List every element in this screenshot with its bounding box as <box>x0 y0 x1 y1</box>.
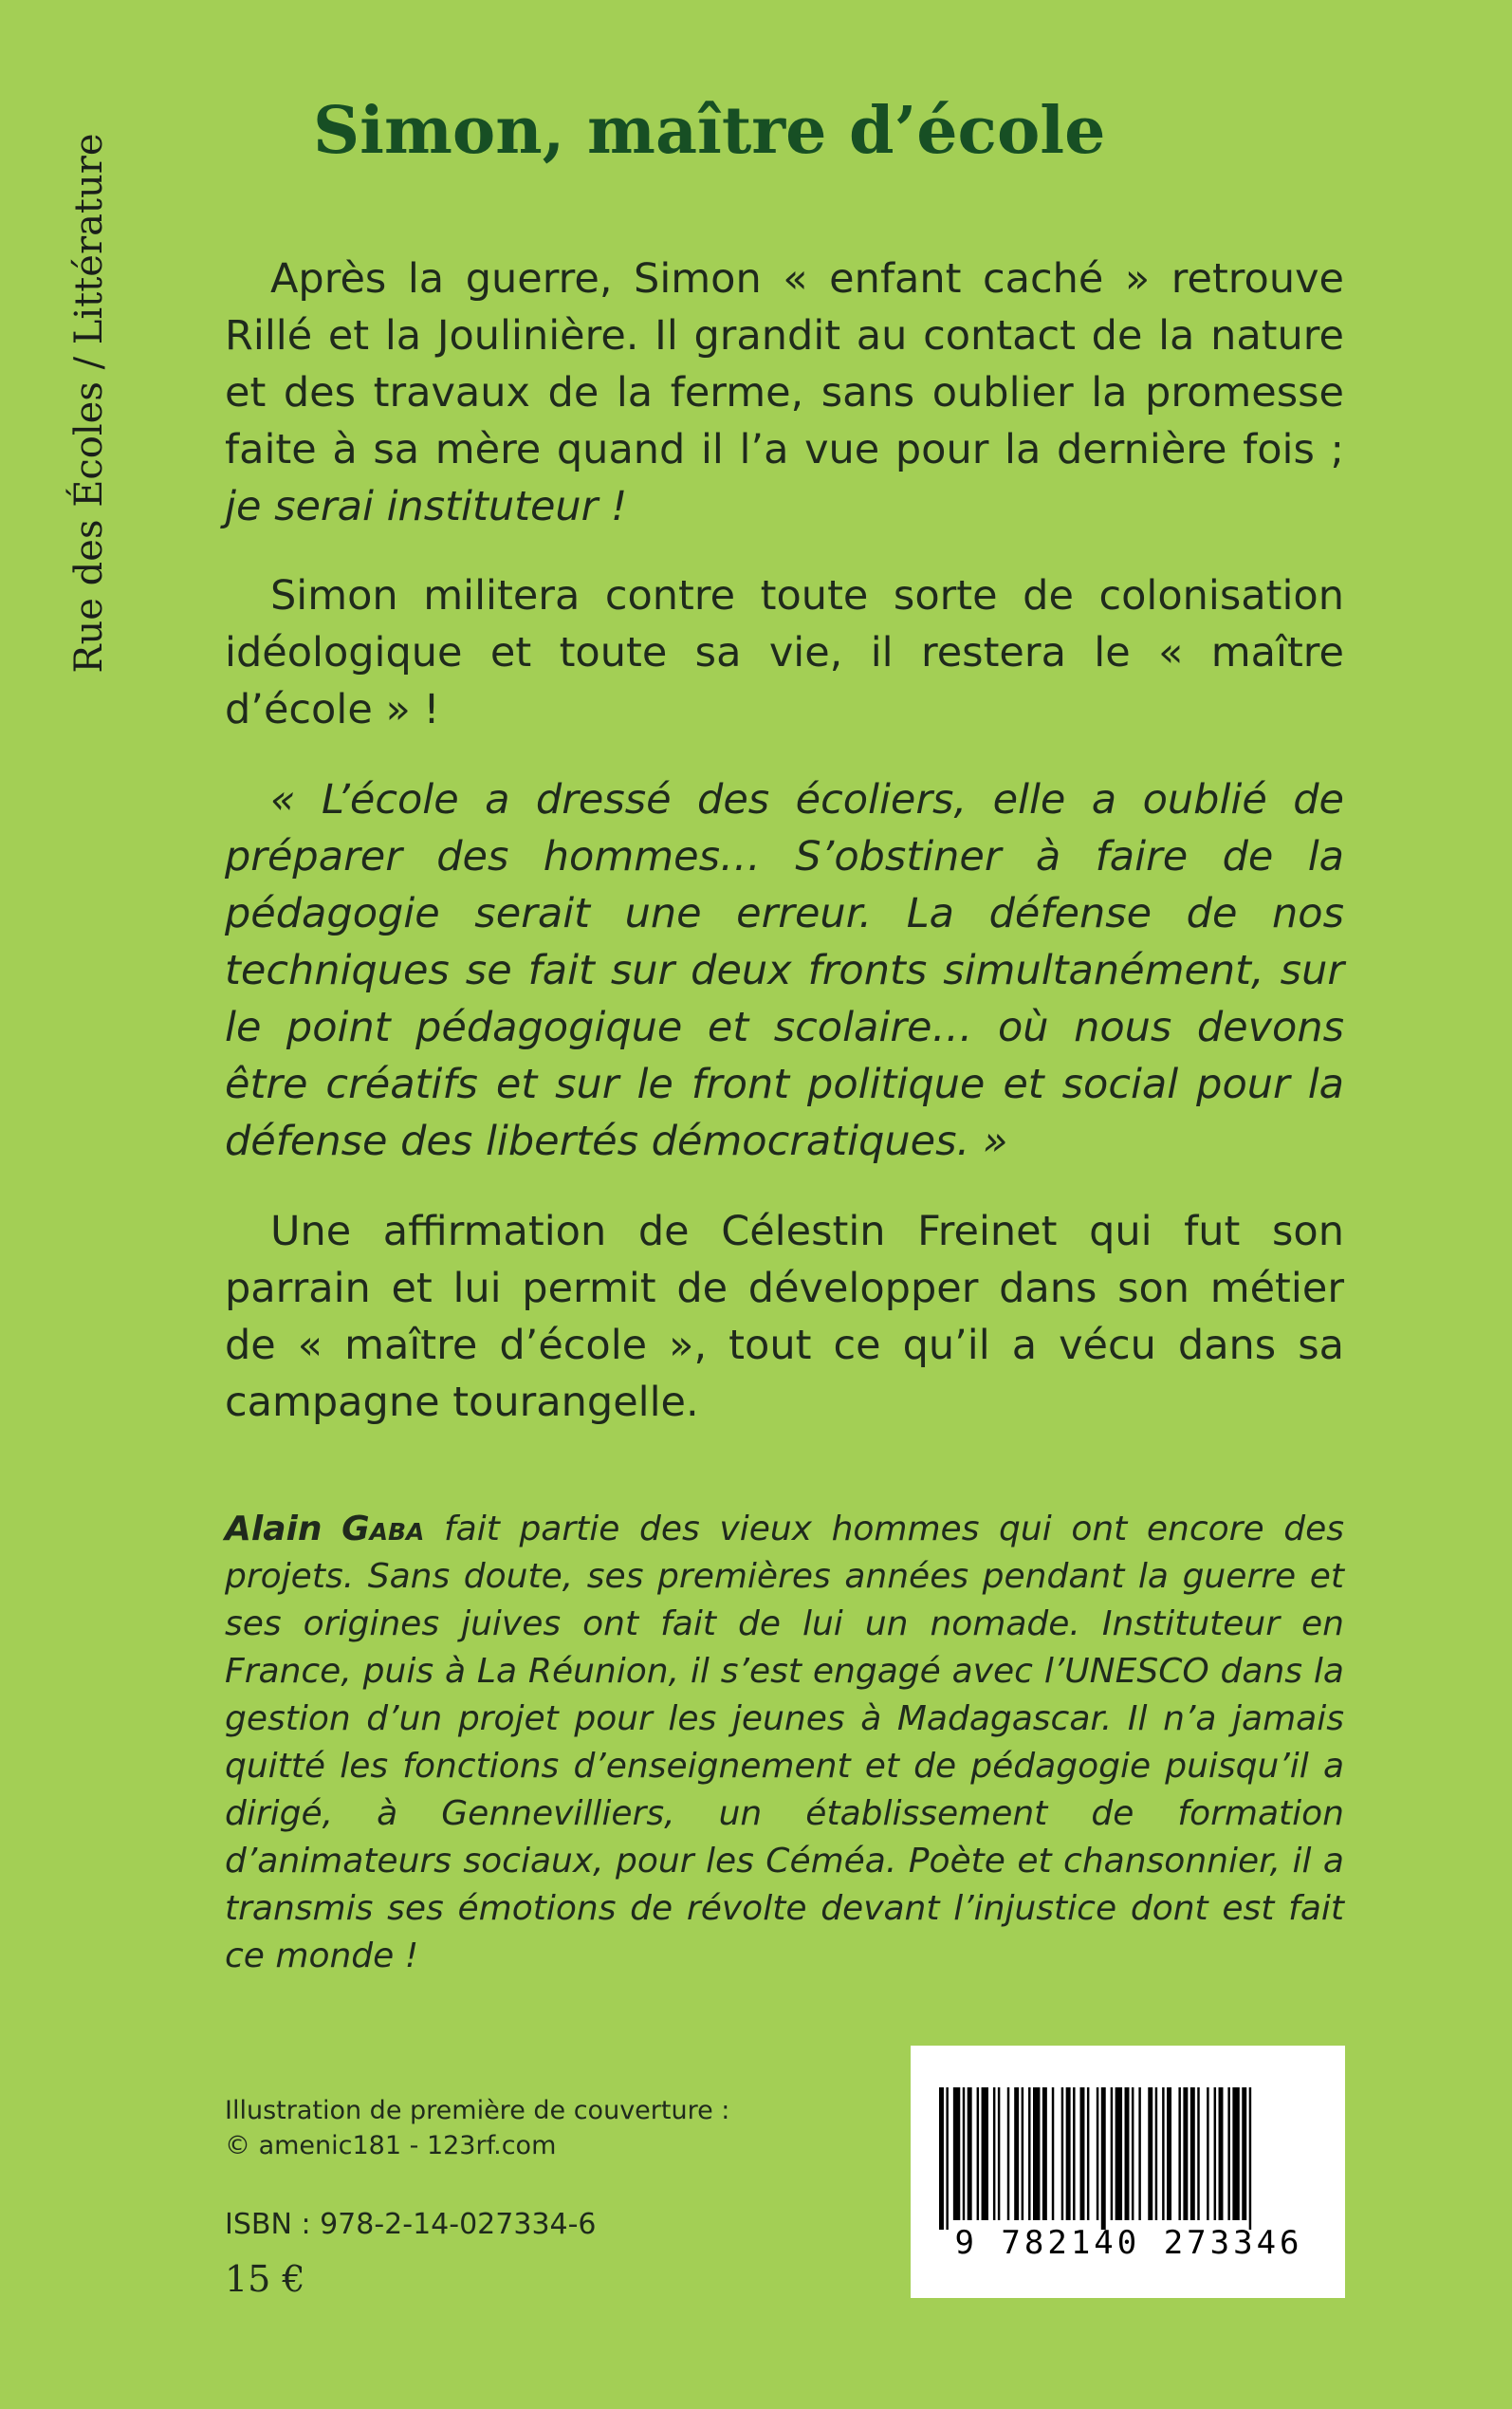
barcode-image <box>939 2087 1317 2230</box>
barcode-bar <box>1155 2087 1157 2220</box>
author-first-name: Alain <box>225 1510 323 1548</box>
barcode-bar <box>982 2087 988 2220</box>
barcode-bar <box>1073 2087 1075 2220</box>
barcode-bar <box>1232 2087 1239 2220</box>
barcode-bar <box>1028 2087 1030 2220</box>
barcode-bar <box>1214 2087 1216 2220</box>
barcode-bar <box>1022 2087 1023 2220</box>
author-last-name: Gaba <box>341 1510 425 1548</box>
barcode-bar <box>1242 2087 1246 2220</box>
barcode-bar <box>963 2087 965 2220</box>
barcode-digits: 9 782140 273346 <box>954 2224 1303 2262</box>
barcode-bar <box>1190 2087 1195 2220</box>
isbn-number: ISBN : 978-2-14-027334-6 <box>225 2208 597 2241</box>
author-bio-text: fait partie des vieux hommes qui ont encore des projets. Sans doute, ses premières années pendant la guerre et ses origines juives ont fait de lui un nomade. Instituteur en France, puis à La Réunion, il s’est engagé avec l’UNESCO dans la gestion d’un projet pour les jeunes à Madagascar. Il n’a jamais quitté les fonctions d’enseignement et de pédagogie puisqu’il a dirigé, à Gennevilliers, un établissement de formation d’animateurs sociaux, pour les Céméa. Poète et chansonnier, il a transmis ses émotions de révolte devant l’injustice dont est fait ce monde ! <box>225 1510 1344 1975</box>
barcode-bar <box>1101 2087 1106 2230</box>
barcode-bar <box>1207 2087 1208 2220</box>
barcode-bar <box>1007 2087 1009 2220</box>
freinet-quote: « L’école a dressé des écoliers, elle a oublié de préparer des hommes… S’obstiner à faire de la pédagogie serait une erreur. La défense de nos techniques se fait sur deux fronts simultanément, sur le point pédagogique et scolaire… où nous devons être créatifs et sur le front politique et social pour la défense des libertés démocratiques. » <box>225 776 1344 1165</box>
barcode-bar <box>1061 2087 1063 2220</box>
barcode-bar <box>1014 2087 1019 2220</box>
barcode-bar <box>1219 2087 1224 2220</box>
illustration-credit-line-1: Illustration de première de couverture : <box>225 2096 730 2125</box>
barcode-bar <box>1132 2087 1134 2220</box>
collection-name: Rue des Écoles / Littérature <box>67 133 111 674</box>
barcode-bar <box>1042 2087 1047 2220</box>
barcode-bar <box>1066 2087 1071 2220</box>
barcode-panel <box>911 2046 1345 2298</box>
synopsis-promise-quote: je serai instituteur ! <box>225 483 628 530</box>
price: 15 € <box>225 2258 305 2300</box>
synopsis-paragraph-1-text: Après la guerre, Simon « enfant caché » retrouve Rillé et la Joulinière. Il grandit au contact de la nature et des travaux de la ferme, sans oublier la promesse faite à sa mère quand il l’a vue pour la dernière fois ; <box>225 255 1344 473</box>
barcode-bar <box>1138 2087 1140 2220</box>
barcode-bar <box>1167 2087 1171 2220</box>
barcode-bar <box>1116 2087 1122 2220</box>
synopsis-paragraph-2: Simon militera contre toute sorte de colonisation idéologique et toute sa vie, il restera le « maître d’école » ! <box>225 572 1344 733</box>
synopsis-paragraph-3: Une affirmation de Célestin Freinet qui fut son parrain et lui permit de développer dans son métier de « maître d’école », tout ce qu’il a vécu dans sa campagne tourangelle. <box>225 1208 1344 1426</box>
barcode-bar <box>1183 2087 1188 2220</box>
barcode-bar <box>977 2087 979 2220</box>
barcode-bar <box>998 2087 1000 2220</box>
barcode-bar <box>1052 2087 1054 2220</box>
barcode-bar <box>1080 2087 1085 2220</box>
barcode-bar <box>1178 2087 1180 2220</box>
barcode-bar <box>1227 2087 1229 2220</box>
barcode-bar <box>953 2087 960 2220</box>
barcode-bar <box>1148 2087 1152 2220</box>
author-bio <box>225 1506 1344 1980</box>
barcode-bar <box>946 2087 948 2230</box>
barcode-bar <box>1197 2087 1199 2220</box>
barcode-bar <box>993 2087 995 2220</box>
synopsis-paragraph-1 <box>225 250 1344 535</box>
barcode-bar <box>1087 2087 1089 2220</box>
spine-collection-label <box>65 114 114 693</box>
barcode-bar <box>1033 2087 1040 2220</box>
barcode-bar <box>1125 2087 1130 2220</box>
barcode-bar <box>939 2087 944 2230</box>
barcode-bar <box>1162 2087 1164 2220</box>
illustration-credit-line-2: © amenic181 - 123rf.com <box>225 2131 557 2160</box>
book-title: Simon, maître d’école <box>313 93 1106 169</box>
illustration-credit <box>225 2093 729 2163</box>
barcode-bar <box>1249 2087 1251 2230</box>
barcode-bar <box>1111 2087 1113 2220</box>
barcode-bar <box>1097 2087 1098 2220</box>
barcode-bar <box>968 2087 972 2220</box>
